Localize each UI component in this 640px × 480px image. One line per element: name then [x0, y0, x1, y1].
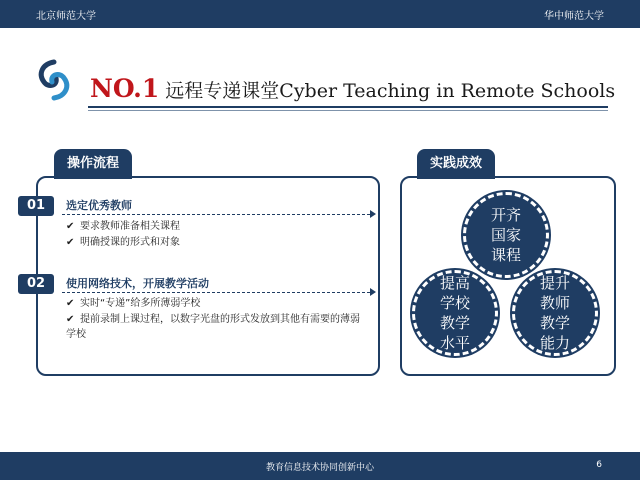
list-item: ✔ 明确授课的形式和对象	[66, 237, 180, 248]
title-number: NO.1	[90, 74, 160, 103]
section-title-01: 选定优秀教师	[66, 199, 132, 212]
result-circle-courses: 开齐国家课程	[463, 192, 549, 278]
header-bar	[0, 0, 640, 28]
footer-center-text: 教育信息技术协同创新中心	[265, 463, 374, 473]
list-item: ✔ 要求教师准备相关课程	[66, 221, 180, 232]
list-item: ✔ 提前录制上课过程，以数字光盘的形式发放到其他有需要的薄弱学校	[66, 314, 360, 340]
header-right-text: 华中师范大学	[544, 11, 604, 22]
arrow-icon	[370, 210, 376, 218]
page-title	[90, 74, 615, 103]
title-divider-thin	[88, 110, 608, 111]
title-divider	[88, 106, 608, 108]
check-icon: ✔	[66, 314, 75, 325]
logo-icon	[34, 58, 74, 102]
check-icon: ✔	[66, 221, 75, 232]
section-divider-01	[62, 214, 370, 215]
check-icon: ✔	[66, 237, 75, 248]
process-tab: 操作流程	[54, 149, 132, 179]
arrow-icon	[370, 288, 376, 296]
result-circle-school: 提高学校教学水平	[412, 270, 498, 356]
section-number-02: 02	[18, 274, 54, 294]
list-item: ✔ 实时“专递”给多所薄弱学校	[66, 298, 201, 309]
results-tab: 实践成效	[417, 149, 495, 179]
footer-bar	[0, 452, 640, 480]
page-number: 6	[596, 460, 602, 470]
header-left-text: 北京师范大学	[36, 11, 96, 22]
section-number-01: 01	[18, 196, 54, 216]
title-chinese: 远程专递课堂	[165, 80, 280, 102]
section-divider-02	[62, 292, 370, 293]
result-circle-teacher: 提升教师教学能力	[512, 270, 598, 356]
title-english: Cyber Teaching in Remote Schools	[279, 80, 616, 102]
section-title-02: 使用网络技术，开展教学活动	[66, 277, 209, 290]
check-icon: ✔	[66, 298, 75, 309]
